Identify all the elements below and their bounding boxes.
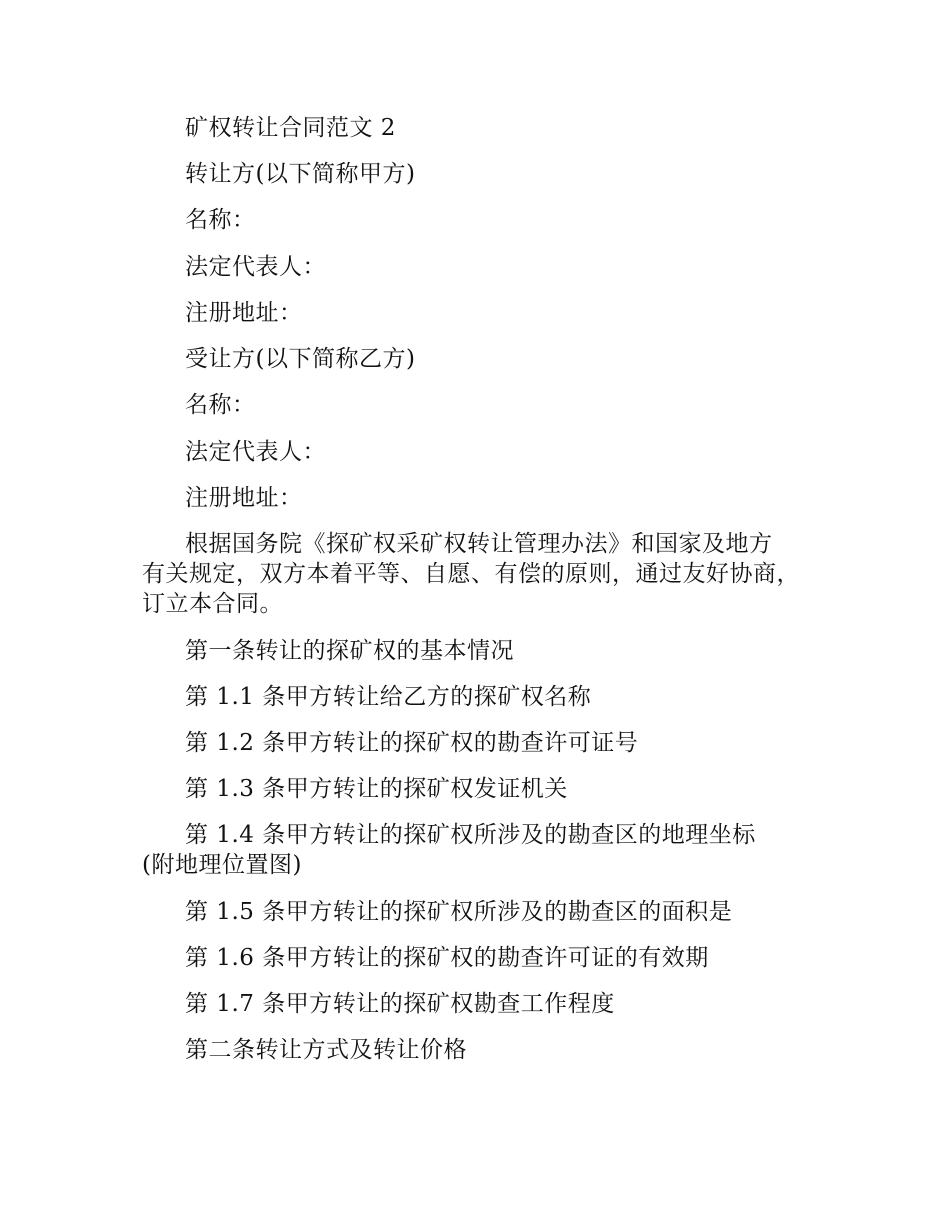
preamble-paragraph — [142, 529, 842, 619]
preamble-line-3: 订立本合同。 — [142, 591, 283, 617]
clause-1-7: 第 1.7 条甲方转让的探矿权勘查工作程度 — [185, 991, 615, 1017]
article-1-heading: 第一条转让的探矿权的基本情况 — [185, 638, 514, 664]
document-title: 矿权转让合同范文 2 — [185, 115, 396, 141]
clause-1-4-line-2: (附地理位置图) — [142, 852, 302, 878]
clause-1-4-line-1: 第 1.4 条甲方转让的探矿权所涉及的勘查区的地理坐标 — [185, 822, 756, 848]
clause-1-3: 第 1.3 条甲方转让的探矿权发证机关 — [185, 776, 568, 802]
transferee-heading: 受让方(以下简称乙方) — [185, 346, 416, 372]
preamble-line-2: 有关规定，双方本着平等、自愿、有偿的原则，通过友好协商， — [142, 561, 800, 587]
clause-1-2: 第 1.2 条甲方转让的探矿权的勘查许可证号 — [185, 730, 639, 756]
clause-1-1: 第 1.1 条甲方转让给乙方的探矿权名称 — [185, 684, 592, 710]
transferee-representative-label: 法定代表人： — [185, 439, 326, 465]
transferor-heading: 转让方(以下简称甲方) — [185, 161, 416, 187]
transferee-name-label: 名称： — [185, 392, 256, 418]
transferor-representative-label: 法定代表人： — [185, 254, 326, 280]
clause-1-5: 第 1.5 条甲方转让的探矿权所涉及的勘查区的面积是 — [185, 899, 733, 925]
preamble-line-1: 根据国务院《探矿权采矿权转让管理办法》和国家及地方 — [185, 531, 773, 557]
transferor-address-label: 注册地址： — [185, 300, 303, 326]
clause-1-4 — [142, 820, 842, 880]
article-2-heading: 第二条转让方式及转让价格 — [185, 1037, 467, 1063]
transferee-address-label: 注册地址： — [185, 485, 303, 511]
clause-1-6: 第 1.6 条甲方转让的探矿权的勘查许可证的有效期 — [185, 945, 709, 971]
transferor-name-label: 名称： — [185, 207, 256, 233]
